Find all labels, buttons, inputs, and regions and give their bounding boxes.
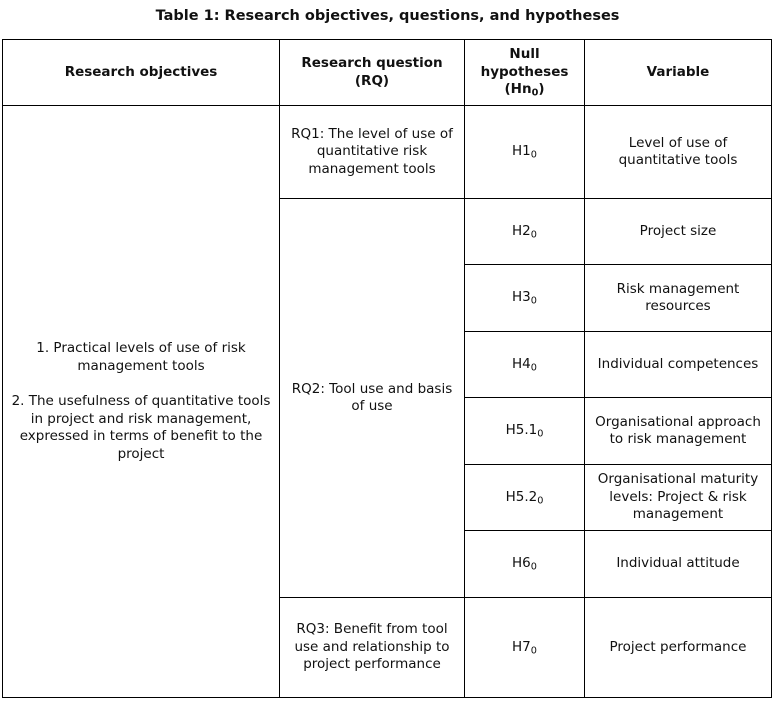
header-null-line3-prefix: (Hn — [504, 81, 532, 98]
variable-cell: Individual attitude — [585, 531, 772, 598]
hypothesis-sub: 0 — [537, 428, 544, 440]
variable-cell: Organisational approach to risk management — [585, 398, 772, 465]
hypothesis-cell — [465, 598, 585, 698]
hypothesis-label: H4 — [512, 355, 531, 372]
hypothesis-cell — [465, 398, 585, 465]
hypothesis-sub: 0 — [530, 645, 537, 657]
header-null-line3-suffix: ) — [538, 81, 545, 98]
hypothesis-sub: 0 — [530, 295, 537, 307]
hypothesis-label: H5.1 — [505, 422, 538, 439]
table-caption: Table 1: Research objectives, questions, and hypotheses — [155, 8, 620, 24]
variable-cell: Level of use of quantitative tools — [585, 106, 772, 199]
header-null-line3-sub: 0 — [531, 87, 539, 99]
variable-cell: Organisational maturity levels: Project & risk management — [585, 465, 772, 531]
rq1-cell: RQ1: The level of use of quantitative risk management tools — [280, 106, 465, 199]
header-null-line2: hypotheses — [480, 63, 569, 80]
variable-cell: Project performance — [585, 598, 772, 698]
objective-1: 1. Practical levels of use of risk management tools — [36, 340, 246, 374]
objectives-cell — [3, 106, 280, 698]
header-variable: Variable — [585, 40, 772, 106]
hypothesis-cell — [465, 106, 585, 199]
hypothesis-sub: 0 — [537, 495, 544, 507]
header-row — [3, 40, 772, 106]
hypothesis-cell — [465, 199, 585, 265]
variable-cell: Individual competences — [585, 332, 772, 398]
hypothesis-label: H1 — [512, 143, 531, 160]
hypothesis-label: H7 — [512, 638, 531, 655]
variable-cell: Risk management resources — [585, 265, 772, 332]
variable-cell: Project size — [585, 199, 772, 265]
header-null-hypotheses — [465, 40, 585, 106]
hypothesis-cell — [465, 531, 585, 598]
research-table — [2, 39, 772, 698]
rq3-cell: RQ3: Benefit from tool use and relationship to project performance — [280, 598, 465, 698]
hypothesis-label: H5.2 — [505, 488, 538, 505]
hypothesis-cell — [465, 265, 585, 332]
hypothesis-sub: 0 — [530, 362, 537, 374]
hypothesis-sub: 0 — [530, 229, 537, 241]
header-rq-line2: (RQ) — [354, 72, 390, 89]
table-row — [3, 106, 772, 199]
hypothesis-sub: 0 — [530, 561, 537, 573]
hypothesis-sub: 0 — [530, 149, 537, 161]
hypothesis-cell — [465, 332, 585, 398]
hypothesis-label: H3 — [512, 289, 531, 306]
hypothesis-label: H6 — [512, 555, 531, 572]
objective-2: 2. The usefulness of quantitative tools in project and risk management, expressed in terms of benefit to the project — [11, 393, 271, 462]
rq2-cell: RQ2: Tool use and basis of use — [280, 199, 465, 598]
header-null-line1: Null — [509, 46, 540, 63]
hypothesis-cell — [465, 465, 585, 531]
hypothesis-label: H2 — [512, 222, 531, 239]
header-research-question — [280, 40, 465, 106]
header-objectives: Research objectives — [3, 40, 280, 106]
header-rq-line1: Research question — [301, 55, 443, 71]
